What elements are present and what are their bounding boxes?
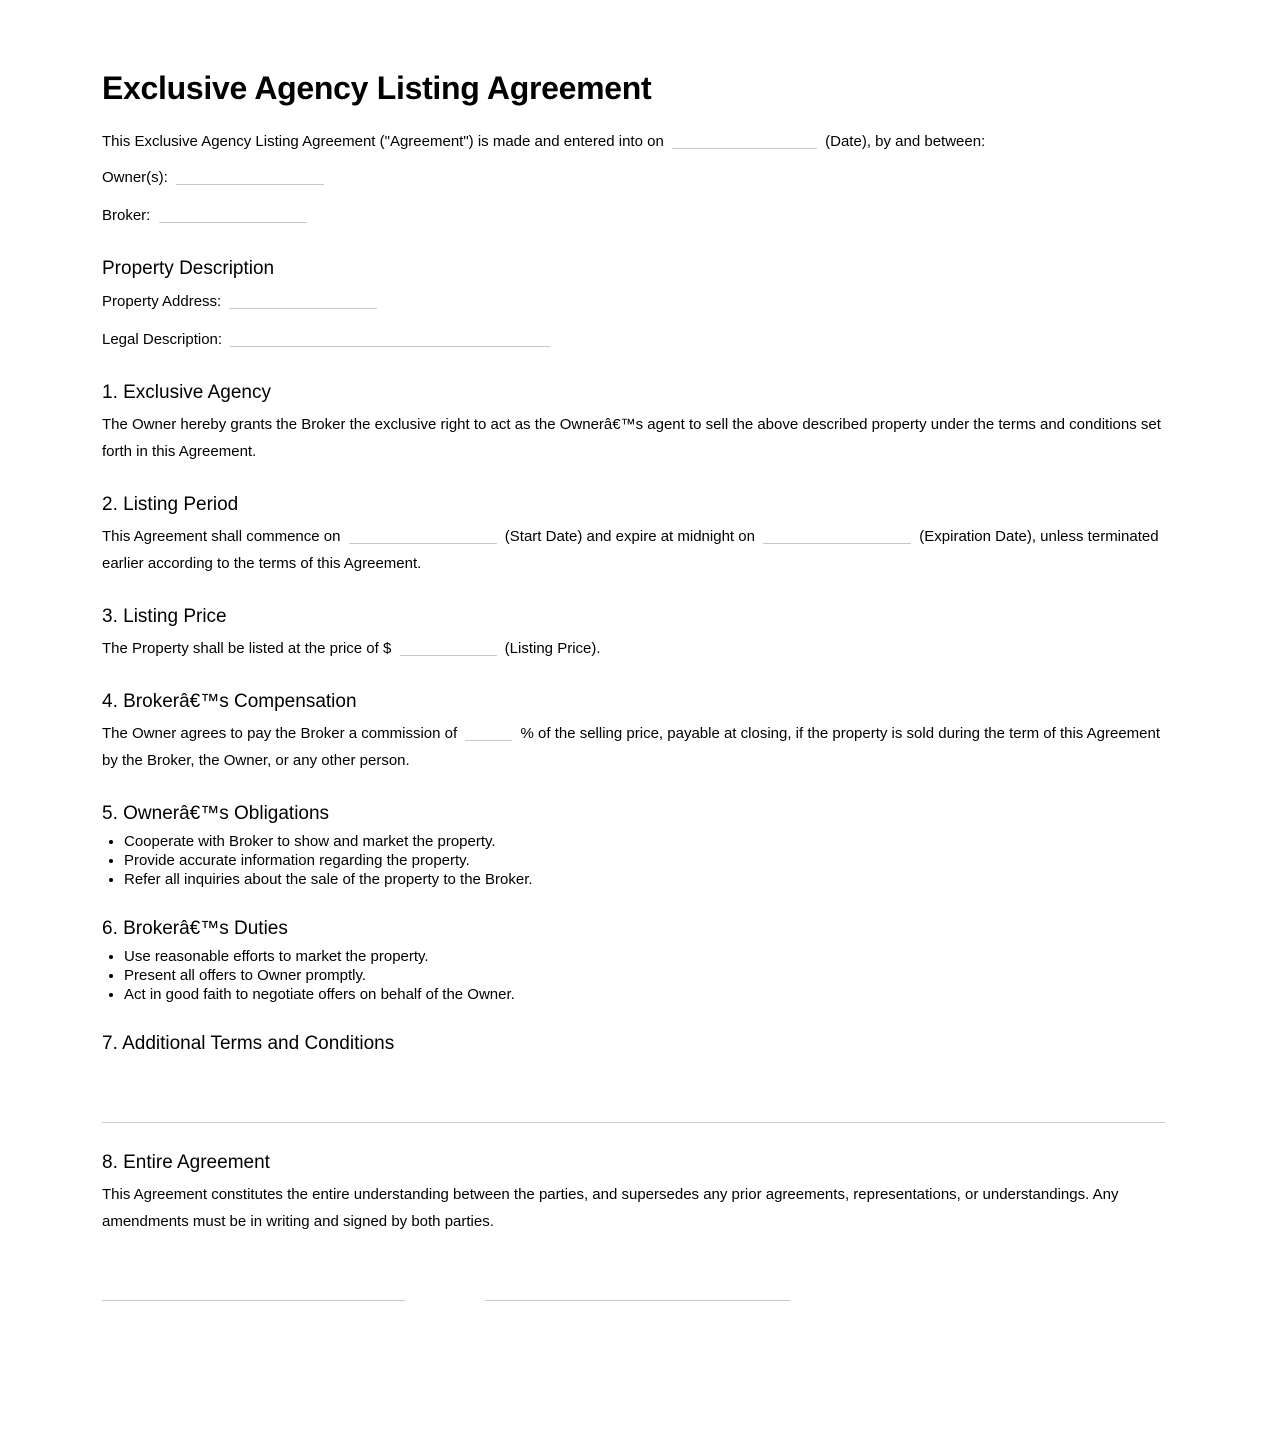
section-exclusive-agency bbox=[102, 381, 1167, 465]
property-description-heading: Property Description bbox=[102, 257, 275, 279]
owner-obligations-heading: 5. Ownerâ€™s Obligations bbox=[102, 802, 330, 824]
legal-description-input[interactable] bbox=[230, 329, 550, 347]
list-item: • Present all offers to Owner promptly. bbox=[124, 966, 1167, 985]
page-title: Exclusive Agency Listing Agreement bbox=[102, 70, 652, 106]
intro-text-after-date: (Date), by and between: bbox=[825, 132, 986, 150]
additional-terms-divider bbox=[102, 1122, 1165, 1123]
section-owner-obligations bbox=[102, 802, 1167, 889]
broker-duties-heading: 6. Brokerâ€™s Duties bbox=[102, 917, 288, 939]
listing-price-text-2: (Listing Price). bbox=[504, 639, 601, 657]
listing-period-text-2: (Start Date) and expire at midnight on bbox=[504, 527, 755, 545]
broker-compensation-text-2: % of the selling price, payable at closing, if the property is sold during the term of this Agreement by the Broker, the Owner, or any other person. bbox=[102, 724, 1161, 769]
intro-text-before-date: This Exclusive Agency Listing Agreement ("Agreement") is made and entered into on bbox=[102, 132, 664, 150]
property-description-section bbox=[102, 257, 1167, 353]
owner-obligations-list bbox=[102, 832, 1167, 889]
owner-field-row bbox=[102, 165, 1167, 191]
listing-price-body bbox=[102, 635, 1167, 662]
agreement-date-field[interactable] bbox=[672, 131, 817, 149]
property-address-label: Property Address: bbox=[102, 292, 222, 310]
owner-signature-line[interactable] bbox=[102, 1299, 405, 1301]
property-address-field-row bbox=[102, 289, 1167, 315]
owner-input[interactable] bbox=[176, 167, 324, 185]
signature-block bbox=[102, 1299, 1167, 1301]
legal-description-field-row bbox=[102, 327, 1167, 353]
legal-description-label: Legal Description: bbox=[102, 330, 223, 348]
agreement-document bbox=[102, 70, 1167, 1301]
listing-price-input[interactable] bbox=[400, 638, 497, 656]
intro-paragraph bbox=[102, 129, 1167, 155]
broker-compensation-heading: 4. Brokerâ€™s Compensation bbox=[102, 690, 357, 712]
exclusive-agency-heading: 1. Exclusive Agency bbox=[102, 381, 271, 403]
section-broker-duties bbox=[102, 917, 1167, 1004]
broker-compensation-text-1: The Owner agrees to pay the Broker a commission of bbox=[102, 724, 458, 742]
property-address-input[interactable] bbox=[229, 291, 377, 309]
expiration-date-input[interactable] bbox=[763, 526, 911, 544]
broker-compensation-body bbox=[102, 720, 1167, 774]
owner-label: Owner(s): bbox=[102, 168, 168, 186]
broker-signature-line[interactable] bbox=[485, 1299, 790, 1301]
broker-input[interactable] bbox=[159, 205, 307, 223]
section-broker-compensation bbox=[102, 690, 1167, 774]
entire-agreement-body: This Agreement constitutes the entire understanding between the parties, and supersedes any prior agreements, representations, or understandings. Any amendments must be in writing and signed by both parties. bbox=[102, 1185, 1119, 1230]
listing-period-body bbox=[102, 523, 1167, 577]
section-listing-period bbox=[102, 493, 1167, 577]
broker-field-row bbox=[102, 203, 1167, 229]
listing-price-text-1: The Property shall be listed at the price of $ bbox=[102, 639, 392, 657]
additional-terms-input[interactable] bbox=[102, 1062, 1167, 1122]
section-listing-price bbox=[102, 605, 1167, 662]
list-item: • Refer all inquiries about the sale of the property to the Broker. bbox=[124, 870, 1167, 889]
commission-percent-input[interactable] bbox=[465, 723, 512, 741]
list-item: • Provide accurate information regarding the property. bbox=[124, 851, 1167, 870]
exclusive-agency-body: The Owner hereby grants the Broker the exclusive right to act as the Ownerâ€™s agent to sell the above described property under the terms and conditions set forth in this Agreement. bbox=[102, 415, 1161, 460]
listing-period-heading: 2. Listing Period bbox=[102, 493, 239, 515]
section-entire-agreement bbox=[102, 1151, 1167, 1235]
additional-terms-heading: 7. Additional Terms and Conditions bbox=[102, 1032, 395, 1054]
entire-agreement-heading: 8. Entire Agreement bbox=[102, 1151, 270, 1173]
broker-duties-list bbox=[102, 947, 1167, 1004]
list-item: • Use reasonable efforts to market the property. bbox=[124, 947, 1167, 966]
list-item: • Act in good faith to negotiate offers on behalf of the Owner. bbox=[124, 985, 1167, 1004]
section-additional-terms bbox=[102, 1032, 1167, 1123]
listing-period-text-1: This Agreement shall commence on bbox=[102, 527, 341, 545]
listing-period-text-3: (Expiration Date), unless terminated earlier according to the terms of this Agreement. bbox=[102, 527, 1159, 572]
list-item: • Cooperate with Broker to show and market the property. bbox=[124, 832, 1167, 851]
listing-price-heading: 3. Listing Price bbox=[102, 605, 227, 627]
start-date-input[interactable] bbox=[349, 526, 497, 544]
broker-label: Broker: bbox=[102, 206, 151, 224]
